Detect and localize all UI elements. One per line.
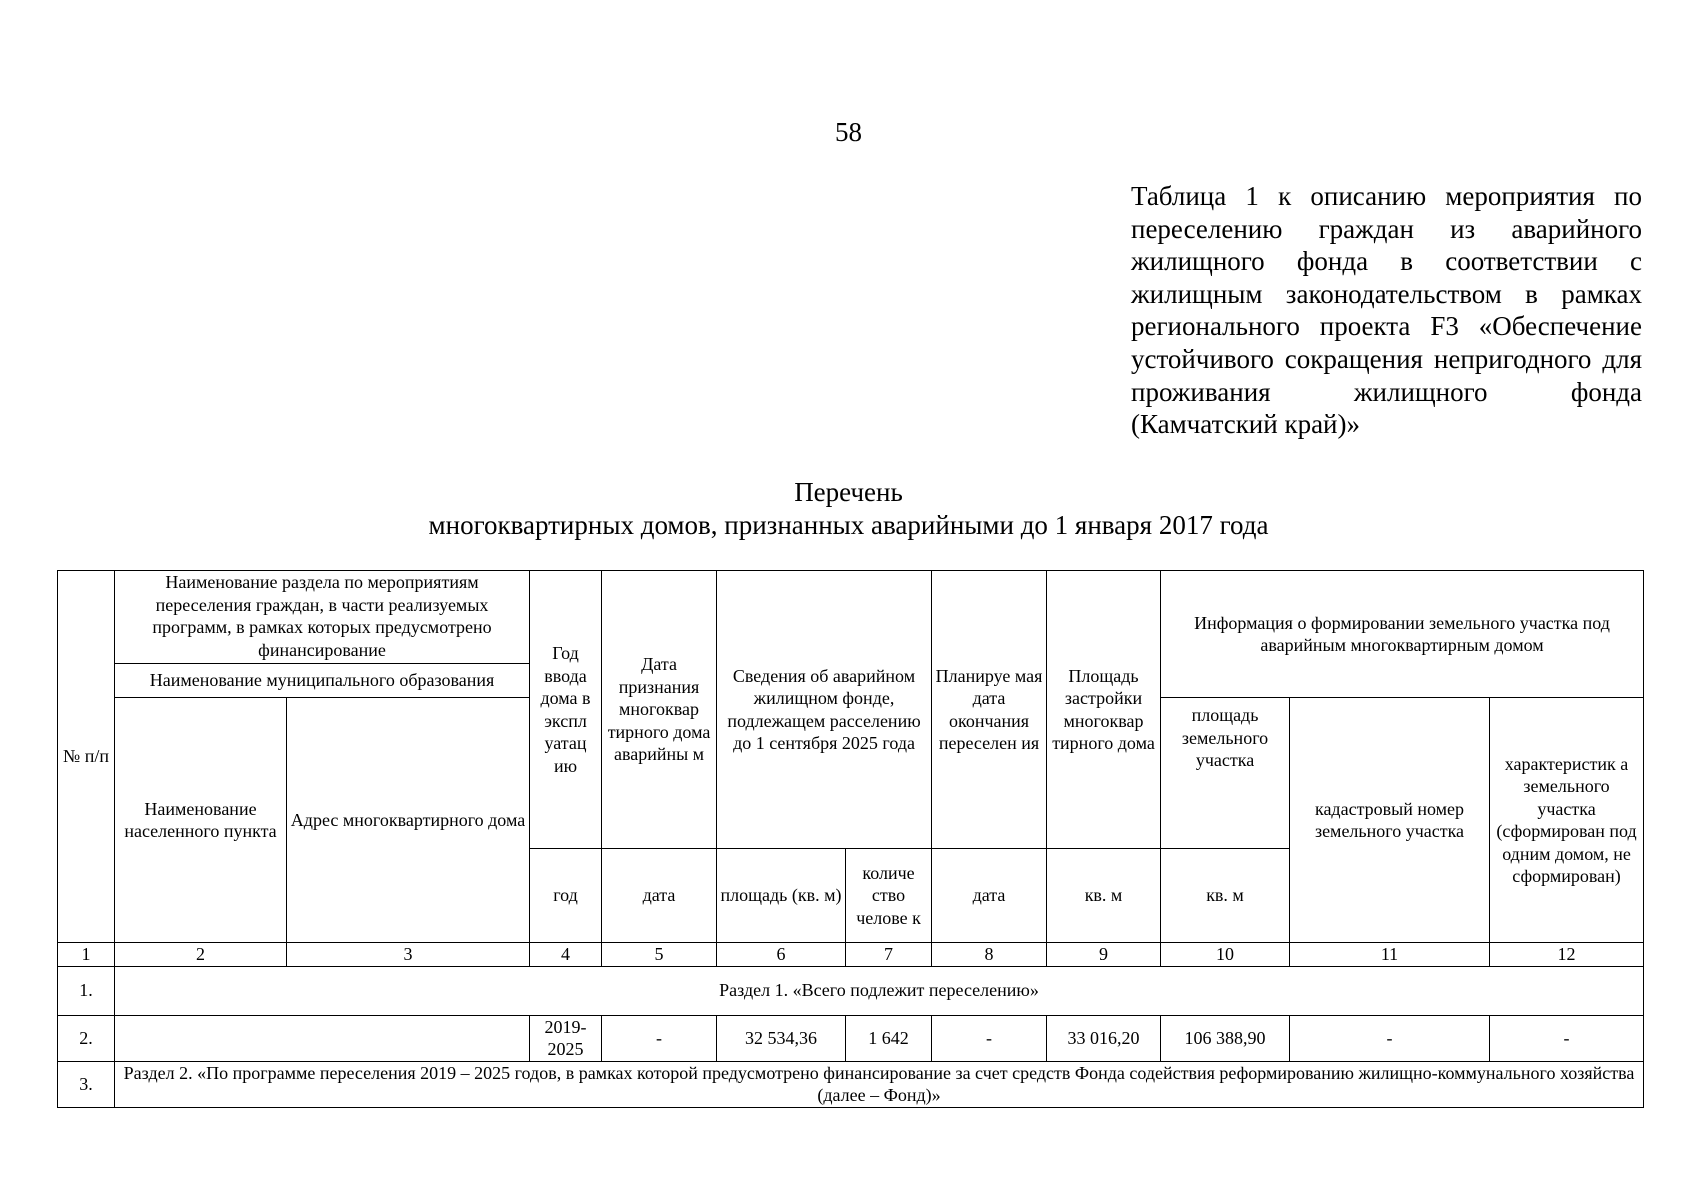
table-row xyxy=(58,1061,1644,1107)
cell-name xyxy=(115,1015,530,1061)
col-number: 2 xyxy=(115,943,287,967)
col-number: 6 xyxy=(717,943,846,967)
col-number: 7 xyxy=(846,943,932,967)
cell-area: 32 534,36 xyxy=(717,1015,846,1061)
table-row xyxy=(58,1015,1644,1061)
cell-planned: - xyxy=(932,1015,1047,1061)
cell-year: 2019-2025 xyxy=(530,1015,602,1061)
row-num: 2. xyxy=(58,1015,115,1061)
page-number: 58 xyxy=(835,117,862,147)
header-land-area: площадь земельного участка xyxy=(1161,698,1290,849)
title-line-2: многоквартирных домов, признанных аварийными до 1 января 2017 года xyxy=(428,510,1269,540)
col-number: 3 xyxy=(287,943,530,967)
section-1-title: Раздел 1. «Всего подлежит переселению» xyxy=(115,966,1644,1015)
cell-people: 1 642 xyxy=(846,1015,932,1061)
header-date-recognized: Дата признания многоквар тирного дома аварийны м xyxy=(602,571,717,849)
header-housing-info: Сведения об аварийном жилищном фонде, подлежащем расселению до 1 сентября 2025 года xyxy=(717,571,932,849)
table-annotation: Таблица 1 к описанию мероприятия по переселению граждан из аварийного жилищного фонда в соответствии с жилищным законодательством в рамках регионального проекта F3 «Обеспечение устойчивого сокращения непригодного для проживания жилищного фонда (Камчатский край)» xyxy=(1131,181,1642,440)
unit-area: площадь (кв. м) xyxy=(717,849,846,943)
header-cadastral: кадастровый номер земельного участка xyxy=(1290,698,1490,943)
col-number: 8 xyxy=(932,943,1047,967)
row-num: 3. xyxy=(58,1061,115,1107)
header-address: Адрес многоквартирного дома xyxy=(287,698,530,943)
col-number: 11 xyxy=(1290,943,1490,967)
unit-year: год xyxy=(530,849,602,943)
table-row xyxy=(58,966,1644,1015)
col-number: 12 xyxy=(1490,943,1644,967)
unit-built: кв. м xyxy=(1047,849,1161,943)
header-land-info: Информация о формировании земельного участка под аварийным многоквартирным домом xyxy=(1161,571,1644,698)
header-year: Год ввода дома в экспл уатац ию xyxy=(530,571,602,849)
header-planned-date: Планируе мая дата окончания переселен ия xyxy=(932,571,1047,849)
document-title xyxy=(0,476,1697,542)
cell-land-area: 106 388,90 xyxy=(1161,1015,1290,1061)
cell-date: - xyxy=(602,1015,717,1061)
cell-built-area: 33 016,20 xyxy=(1047,1015,1161,1061)
housing-table xyxy=(57,570,1644,1108)
cell-land-char: - xyxy=(1490,1015,1644,1061)
col-number: 1 xyxy=(58,943,115,967)
section-2-title: Раздел 2. «По программе переселения 2019 – 2025 годов, в рамках которой предусмотрено финансирование за счет средств Фонда содействия реформированию жилищно-коммунального хозяйства (далее – Фонд)» xyxy=(115,1061,1644,1107)
unit-planned: дата xyxy=(932,849,1047,943)
header-settlement: Наименование населенного пункта xyxy=(115,698,287,943)
unit-land: кв. м xyxy=(1161,849,1290,943)
col-number: 9 xyxy=(1047,943,1161,967)
cell-cadastral: - xyxy=(1290,1015,1490,1061)
col-number: 5 xyxy=(602,943,717,967)
col-number: 4 xyxy=(530,943,602,967)
unit-count: количе ство челове к xyxy=(846,849,932,943)
header-num: № п/п xyxy=(58,571,115,943)
title-line-1: Перечень xyxy=(794,477,903,507)
row-num: 1. xyxy=(58,966,115,1015)
col-number: 10 xyxy=(1161,943,1290,967)
header-municipality: Наименование муниципального образования xyxy=(115,664,530,698)
header-built-area: Площадь застройки многоквар тирного дома xyxy=(1047,571,1161,849)
header-section-name: Наименование раздела по мероприятиям переселения граждан, в части реализуемых программ, в рамках которых предусмотрено финансирование xyxy=(115,571,530,664)
header-land-char: характеристик а земельного участка (сформирован под одним домом, не сформирован) xyxy=(1490,698,1644,943)
unit-date: дата xyxy=(602,849,717,943)
